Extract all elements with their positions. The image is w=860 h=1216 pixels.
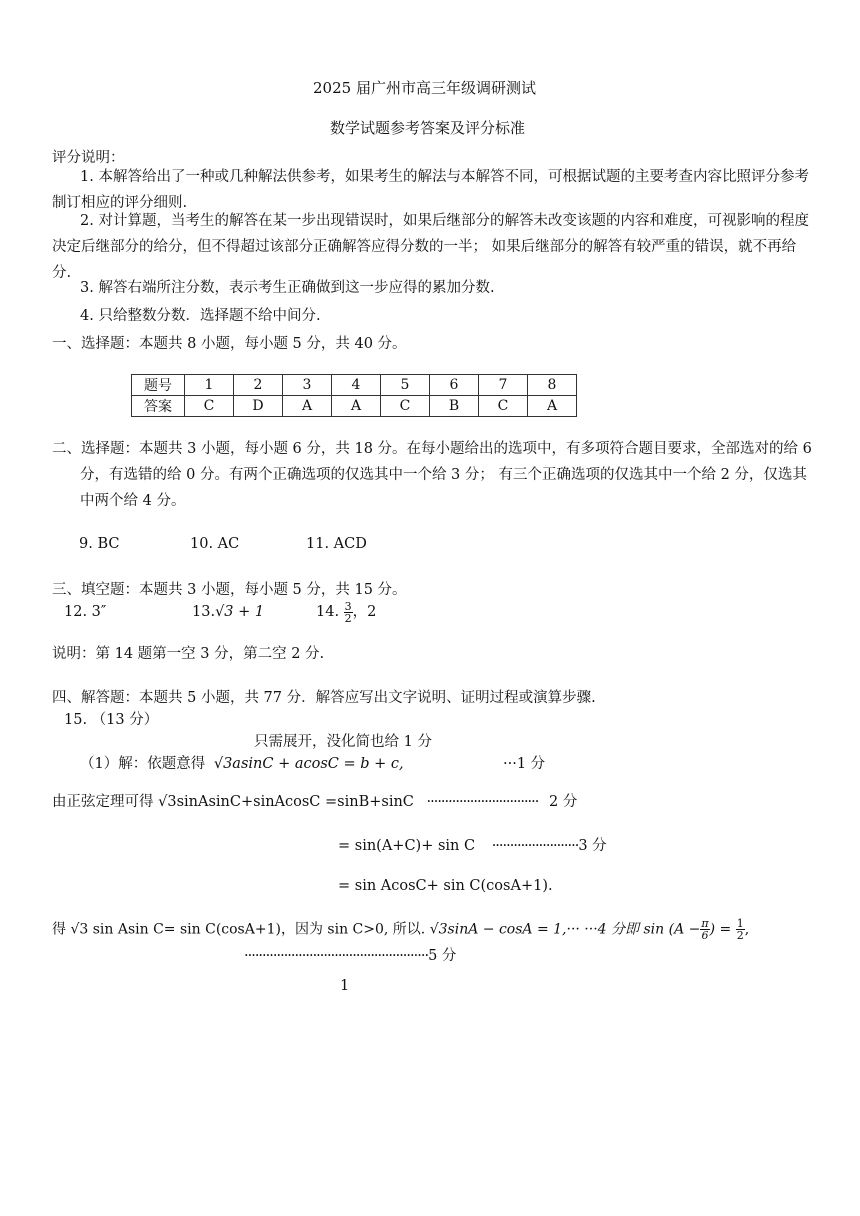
question-number: 3 xyxy=(283,375,332,396)
question-number: 1 xyxy=(185,375,234,396)
fraction-denominator: 2 xyxy=(344,611,352,625)
answer-9: 9. BC xyxy=(79,536,120,552)
section2-heading: 二、选择题：本题共 3 小题，每小题 6 分，共 18 分。在每小题给出的选项中，有多项符合题目要求，全部选对的给 6 分，有选错的给 0 分。有两个正确选项的仅选其中一个给 3 分； 有三个正确选项的仅选其中一个给 2 分，仅选其中两个给 4 分。 xyxy=(52,441,812,509)
score-marker: 2 分 xyxy=(549,794,578,810)
table-row xyxy=(132,396,577,417)
equation-paren: (A − xyxy=(668,921,701,938)
scoring-note-3: 3. 解答右端所注分数，表示考生正确做到这一步应得的累加分数. xyxy=(80,280,495,296)
solution-line-5 xyxy=(52,918,749,941)
scoring-note-1: 1. 本解答给出了一种或几种解法供参考，如果考生的解法与本解答不同，可根据试题的主要考查内容比照评分参考制订相应的评分细则. xyxy=(52,169,809,211)
answer-14-number: 14. xyxy=(316,604,340,620)
section3-note: 说明：第 14 题第一空 3 分，第二空 2 分. xyxy=(52,646,325,662)
dot-leader: ························ xyxy=(491,838,579,854)
question-number: 6 xyxy=(430,375,479,396)
answer-12: 12. 3″ xyxy=(64,604,107,620)
answer-14-rest: ，2 xyxy=(352,604,377,620)
question-number: 8 xyxy=(528,375,577,396)
answer-cell: B xyxy=(430,396,479,417)
question-number: 4 xyxy=(332,375,381,396)
document-title: 2025 届广州市高三年级调研测试 xyxy=(313,79,536,97)
answer-cell: C xyxy=(381,396,430,417)
score-marker: 5 分 xyxy=(428,948,457,964)
margin-note: 只需展开，没化简也给 1 分 xyxy=(254,734,432,750)
solution-text: 得 √3 sin Asin C= sin C(cosA+1)，因为 sin C>0, 所以. xyxy=(52,921,426,938)
solution-line-1 xyxy=(80,752,404,773)
answer-table xyxy=(131,374,577,417)
answer-cell: D xyxy=(234,396,283,417)
solution-line-4: = sin AcosC+ sin C(cosA+1). xyxy=(338,878,553,894)
equation-end: , xyxy=(744,921,750,938)
answer-cell: A xyxy=(332,396,381,417)
question-15-title: 15. （13 分） xyxy=(64,712,159,728)
fraction-numerator: π xyxy=(701,917,709,930)
answer-14 xyxy=(316,600,376,624)
answer-cell: C xyxy=(185,396,234,417)
table-row xyxy=(132,375,577,396)
answer-11: 11. ACD xyxy=(306,536,367,552)
scoring-note-2: 2. 对计算题，当考生的解答在某一步出现错误时，如果后继部分的解答未改变该题的内容和难度，可视影响的程度决定后继部分的给分，但不得超过该部分正确解答应得分数的一半； 如果后继部分的解答有较严重的错误，就不再给分. xyxy=(52,213,809,281)
equation-equals: ) = xyxy=(709,921,732,938)
solution-text: = sin(A+C)+ sin C xyxy=(338,838,476,854)
solution-line-6 xyxy=(244,944,456,965)
fraction xyxy=(700,918,709,941)
fraction xyxy=(344,601,353,624)
question-number: 7 xyxy=(479,375,528,396)
page-number: 1 xyxy=(340,978,350,994)
scoring-notes-heading: 评分说明： xyxy=(52,150,125,166)
answer-cell: A xyxy=(528,396,577,417)
fraction-denominator: 2 xyxy=(736,929,744,942)
dot-leader: ··················································· xyxy=(244,948,429,964)
fraction-numerator: 1 xyxy=(736,917,744,930)
answer-13-expression: √3 + 1 xyxy=(215,604,265,620)
solution-line-2 xyxy=(52,790,577,811)
row-label-answer: 答案 xyxy=(132,396,185,417)
solution-label: （1）解：依题意得 xyxy=(80,756,206,772)
question-number: 5 xyxy=(381,375,430,396)
solution-text: 由正弦定理可得 √3sinAsinC+sinAcosC =sinB+sinC xyxy=(52,794,414,810)
fraction-denominator: 6 xyxy=(701,929,709,942)
answer-10: 10. AC xyxy=(190,536,240,552)
solution-line-3 xyxy=(338,834,607,855)
answer-13 xyxy=(192,604,264,620)
equation: √3asinC + acosC = b + c, xyxy=(213,756,404,772)
dot-leader: ······························· xyxy=(426,794,539,810)
answer-cell: C xyxy=(479,396,528,417)
score-marker: 3 分 xyxy=(578,838,607,854)
fraction-numerator: 3 xyxy=(344,599,352,613)
section4-heading: 四、解答题：本题共 5 小题，共 77 分．解答应写出文字说明、证明过程或演算步骤. xyxy=(52,690,596,706)
section1-heading: 一、选择题：本题共 8 小题，每小题 5 分，共 40 分。 xyxy=(52,336,407,352)
question-number: 2 xyxy=(234,375,283,396)
answer-cell: A xyxy=(283,396,332,417)
scoring-note-4: 4. 只给整数分数．选择题不给中间分. xyxy=(80,308,321,324)
row-label-number: 题号 xyxy=(132,375,185,396)
fraction xyxy=(736,918,745,941)
equation: √3sinA − cosA = 1,··· ···4 分即 sin xyxy=(429,921,665,938)
score-marker: ···1 分 xyxy=(503,756,546,772)
document-subtitle: 数学试题参考答案及评分标准 xyxy=(330,119,526,137)
answer-13-number: 13. xyxy=(192,604,216,620)
section3-heading: 三、填空题：本题共 3 小题，每小题 5 分，共 15 分。 xyxy=(52,582,407,598)
